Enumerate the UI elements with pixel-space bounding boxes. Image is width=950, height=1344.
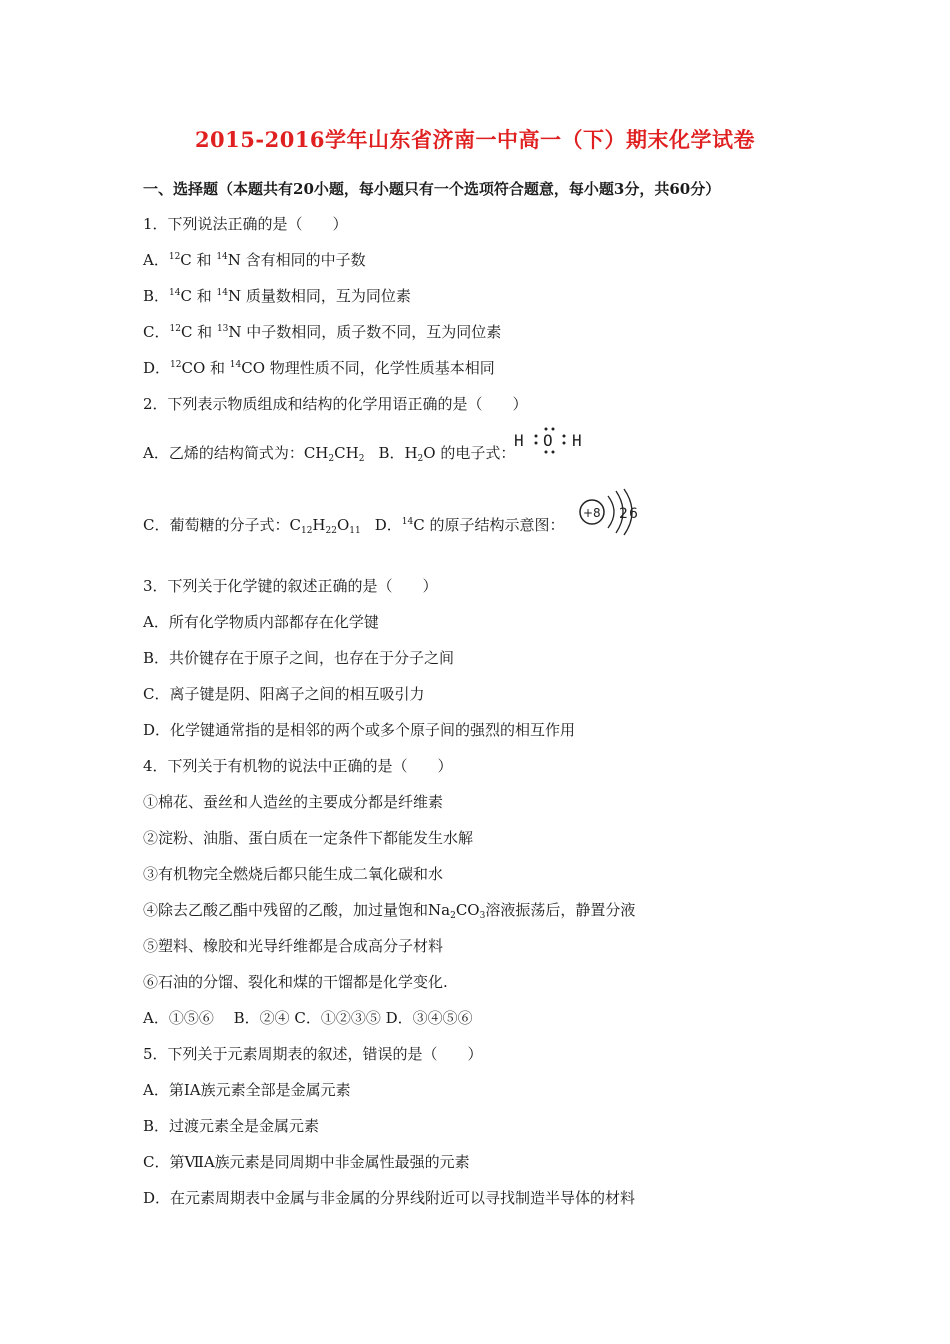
question-3-option-d: D．化学键通常指的是相邻的两个或多个原子间的强烈的相互作用 [143,721,576,739]
electron-formula-h-right: H [572,431,582,450]
page-title: 2015-2016学年山东省济南一中高一（下）期末化学试卷 [194,127,756,152]
question-5-option-b: B．过渡元素全是金属元素 [143,1117,320,1135]
electron-formula-o: O [543,431,553,450]
question-4-statement-1: ①棉花、蚕丝和人造丝的主要成分都是纤维素 [143,793,444,811]
question-1-option-d: D．$^{12}$CO 和 $^{14}$CO 物理性质不同，化学性质基本相同 [143,359,495,377]
question-1-option-b: B．$^{14}$C 和 $^{14}$N 质量数相同，互为同位素 [143,287,411,305]
question-3-option-a: A．所有化学物质内部都存在化学键 [143,613,379,631]
question-4-statement-4: ④除去乙酸乙酯中残留的乙酸，加过量饱和$Na_2CO_3$溶液振荡后，静置分液 [143,901,636,921]
question-5-option-d: D．在元素周期表中金属与非金属的分界线附近可以寻找制造半导体的材料 [143,1189,636,1207]
question-4-statement-5: ⑤塑料、橡胶和光导纤维都是合成高分子材料 [143,937,444,955]
question-3-option-b: B．共价键存在于原子之间，也存在于分子之间 [143,649,455,667]
water-electron-formula [510,425,590,455]
question-3-stem: 3．下列关于化学键的叙述正确的是（ ） [143,577,438,595]
question-5-option-c: C．第ⅦA族元素是同周期中非金属性最强的元素 [143,1153,470,1171]
question-1-stem: 1．下列说法正确的是（ ） [143,215,348,233]
electron-formula-h-left: H [514,431,524,450]
question-5-stem: 5．下列关于元素周期表的叙述，错误的是（ ） [143,1045,483,1063]
question-2-options-ab: A．乙烯的结构简式为：$CH_2CH_2$ B．$H_2O$ 的电子式： [143,444,516,464]
shell-1-electrons: 2 [619,506,628,522]
atomic-structure-diagram [572,488,644,536]
section-heading: 一、选择题（本题共有20小题，每小题只有一个选项符合题意，每小题3分，共60分） [143,180,721,198]
question-4-statement-3: ③有机物完全燃烧后都只能生成二氧化碳和水 [143,865,444,883]
question-4-options: A．①⑤⑥ B．②④ C．①②③⑤ D．③④⑤⑥ [143,1009,473,1027]
question-2-stem: 2．下列表示物质组成和结构的化学用语正确的是（ ） [143,395,528,413]
question-5-option-a: A．第ⅠA族元素全部是金属元素 [143,1081,351,1099]
question-1-option-a: A．$^{12}$C 和 $^{14}$N 含有相同的中子数 [143,251,366,269]
nucleus-charge: +8 [583,506,601,520]
question-3-option-c: C．离子键是阴、阳离子之间的相互吸引力 [143,685,425,703]
question-4-stem: 4．下列关于有机物的说法中正确的是（ ） [143,757,453,775]
question-4-statement-6: ⑥石油的分馏、裂化和煤的干馏都是化学变化. [143,973,448,991]
question-2-options-cd: C．葡萄糖的分子式：$C_{12}H_{22}O_{11}$ D．$^{14}$C 的原子结构示意图： [143,516,565,536]
question-4-statement-2: ②淀粉、油脂、蛋白质在一定条件下都能发生水解 [143,829,474,847]
question-1-option-c: C．$^{12}$C 和 $^{13}$N 中子数相同，质子数不同，互为同位素 [143,323,502,341]
shell-2-electrons: 6 [629,506,638,522]
